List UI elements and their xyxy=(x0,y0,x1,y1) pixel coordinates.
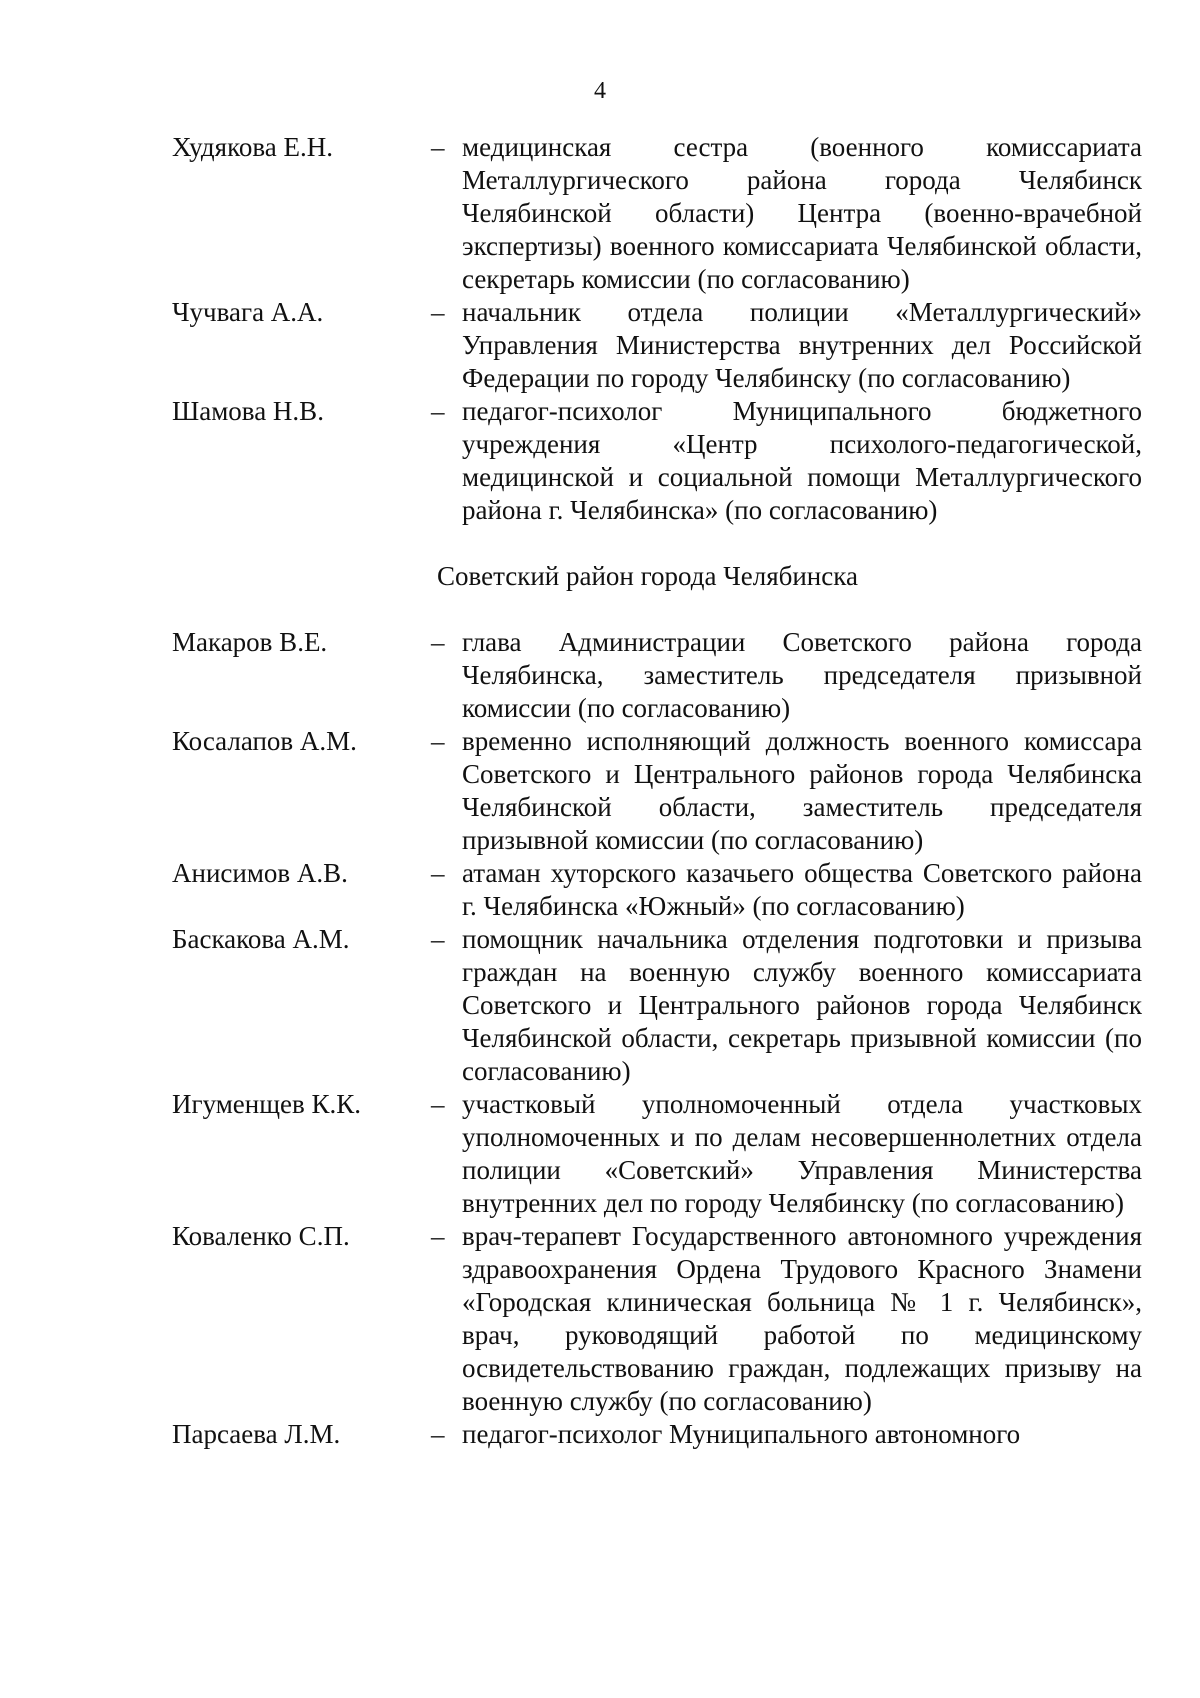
member-name: Макаров В.Е. xyxy=(172,627,328,657)
member-entry xyxy=(172,857,1142,923)
dash: – xyxy=(431,924,445,954)
member-name: Игуменщев К.К. xyxy=(172,1089,362,1119)
member-name: Худякова Е.Н. xyxy=(172,132,333,162)
member-entry xyxy=(172,131,1142,296)
member-description: педагог-психолог Муниципального автономного xyxy=(462,1419,1021,1449)
member-entry xyxy=(172,923,1142,1088)
dash: – xyxy=(431,1089,445,1119)
dash: – xyxy=(431,858,445,888)
dash: – xyxy=(431,726,445,756)
member-description: педагог-психолог Муниципального бюджетного учреждения «Центр психолого-педагогической, медицинской и социальной помощи Металлургического района г. Челябинска» (по согласованию) xyxy=(462,396,1142,525)
member-name: Косалапов А.М. xyxy=(172,726,357,756)
dash: – xyxy=(431,1419,445,1449)
member-name: Шамова Н.В. xyxy=(172,396,324,426)
member-name: Чучвага А.А. xyxy=(172,297,324,327)
dash: – xyxy=(431,297,445,327)
member-entry xyxy=(172,395,1142,527)
member-entry xyxy=(172,626,1142,725)
member-entry xyxy=(172,1418,1142,1451)
member-name: Анисимов А.В. xyxy=(172,858,348,888)
member-description: медицинская сестра (военного комиссариата Металлургического района города Челябинск Челябинской области) Центра (военно-врачебной экспертизы) военного комиссариата Челябинской области, секретарь комиссии (по согласованию) xyxy=(462,132,1142,294)
dash: – xyxy=(431,1221,445,1251)
member-description: временно исполняющий должность военного комиссара Советского и Центрального районов города Челябинска Челябинской области, заместитель председателя призывной комиссии (по согласованию) xyxy=(462,726,1142,855)
dash: – xyxy=(431,627,445,657)
member-description: глава Администрации Советского района города Челябинска, заместитель председателя призывной комиссии (по согласованию) xyxy=(462,627,1142,723)
member-description: помощник начальника отделения подготовки и призыва граждан на военную службу военного комиссариата Советского и Центрального районов города Челябинск Челябинской области, секретарь призывной комиссии (по согласованию) xyxy=(462,924,1142,1086)
member-description: атаман хуторского казачьего общества Советского района г. Челябинска «Южный» (по согласованию) xyxy=(462,858,1142,921)
member-description: участковый уполномоченный отдела участковых уполномоченных и по делам несовершеннолетних отдела полиции «Советский» Управления Министерства внутренних дел по городу Челябинску (по согласованию) xyxy=(462,1089,1142,1218)
member-name: Коваленко С.П. xyxy=(172,1221,350,1251)
member-name: Баскакова А.М. xyxy=(172,924,350,954)
member-name: Парсаева Л.М. xyxy=(172,1419,341,1449)
member-entry xyxy=(172,1088,1142,1220)
member-entry xyxy=(172,1220,1142,1418)
member-description: врач-терапевт Государственного автономного учреждения здравоохранения Ордена Трудового Красного Знамени «Городская клиническая больница № 1 г. Челябинск», врач, руководящий работой по медицинскому освидетельствованию граждан, подлежащих призыву на военную службу (по согласованию) xyxy=(462,1221,1142,1416)
member-entry xyxy=(172,725,1142,857)
page-number: 4 xyxy=(594,78,606,104)
member-description: начальник отдела полиции «Металлургический» Управления Министерства внутренних дел Российской Федерации по городу Челябинску (по согласованию) xyxy=(462,297,1142,393)
section-heading: Советский район города Челябинска xyxy=(437,561,858,591)
dash: – xyxy=(431,132,445,162)
dash: – xyxy=(431,396,445,426)
member-entry xyxy=(172,296,1142,395)
commission-list xyxy=(172,131,1142,1451)
